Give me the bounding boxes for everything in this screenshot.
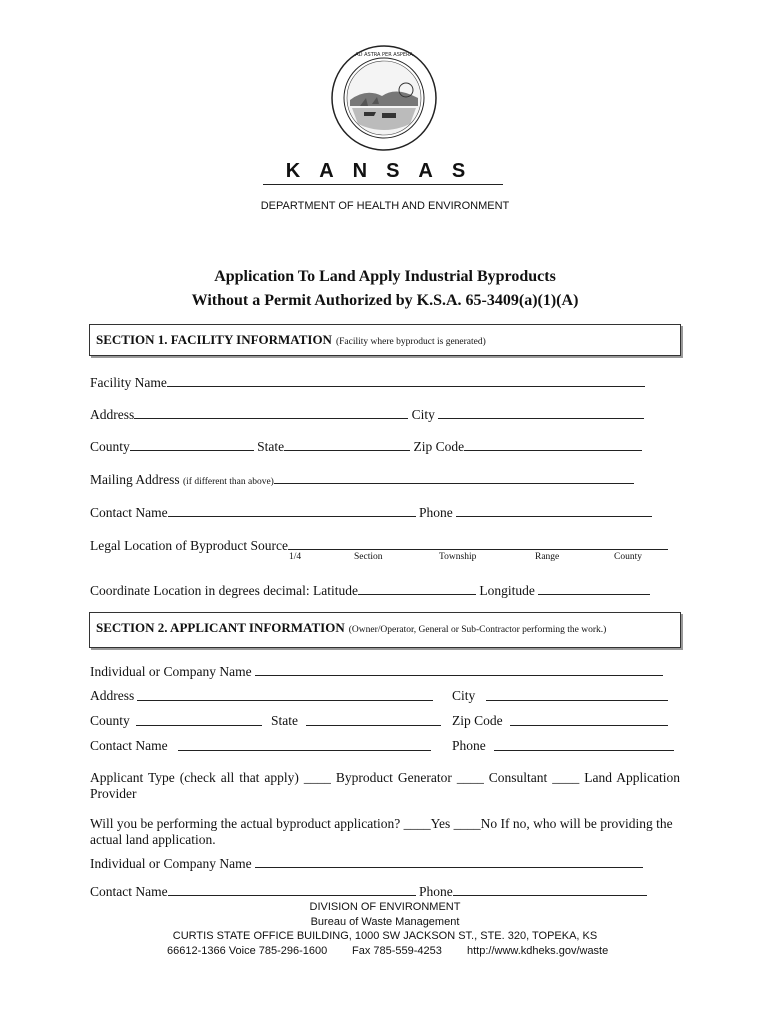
provider-contact-label: Contact Name [90,884,168,899]
kansas-state-seal [330,44,438,152]
latitude-label: Coordinate Location in degrees decimal: Latitude [90,583,359,598]
mailing-address-field[interactable] [90,471,634,488]
provider-phone-input[interactable] [453,883,647,896]
seal-motto: AD ASTRA PER ASPERA [355,52,413,58]
section2-note: (Owner/Operator, General or Sub-Contractor performing the work.) [348,625,607,635]
applicant-name-field[interactable] [90,663,663,680]
facility-phone-input[interactable] [456,504,652,517]
facility-zip-label: Zip Code [413,439,465,454]
applicant-county-input[interactable] [136,713,262,726]
longitude-label: Longitude [479,583,535,598]
legal-col-section: Section [354,552,383,562]
footer-fax: Fax 785-559-4253 [352,945,442,957]
applicant-address-input[interactable] [137,688,433,701]
applicant-city-label: City [452,688,476,703]
facility-name-field[interactable] [90,374,645,391]
footer-address: CURTIS STATE OFFICE BUILDING, 1000 SW JACKSON ST., STE. 320, TOPEKA, KS [172,930,598,942]
footer-website-link[interactable]: http://www.kdheks.gov/waste [467,945,609,957]
legal-col-township: Township [439,552,477,562]
provider-name-label: Individual or Company Name [90,856,252,871]
applicant-phone-input[interactable] [494,738,674,751]
legal-col-county: County [614,552,642,562]
facility-state-input[interactable] [284,438,410,451]
legal-col-quarter: 1/4 [289,552,302,562]
facility-city-input[interactable] [438,406,644,419]
mailing-address-note: (if different than above) [183,477,274,487]
facility-address-field[interactable] [90,406,644,423]
section2-header-box [89,612,681,648]
section1-note: (Facility where byproduct is generated) [335,337,486,347]
applicant-contact-label: Contact Name [90,738,168,753]
facility-city-label: City [411,407,435,422]
applicant-type-question[interactable]: Applicant Type (check all that apply) ____ Byproduct Generator ____ Consultant ____ Land Application Provider [90,770,680,801]
applicant-state-label: State [271,713,298,728]
facility-name-label: Facility Name [90,375,167,390]
facility-county-label: County [90,439,130,454]
footer-division: DIVISION OF ENVIRONMENT [309,901,461,913]
provider-phone-label: Phone [418,884,453,899]
applicant-contact-input[interactable] [178,738,431,751]
section1-title: SECTION 1. FACILITY INFORMATION [96,332,332,347]
coordinate-field[interactable] [90,582,650,599]
form-title-line1: Application To Land Apply Industrial Byproducts [214,268,556,285]
applicant-zip-label: Zip Code [452,713,503,728]
facility-contact-field[interactable] [90,504,652,521]
form-title-line2: Without a Permit Authorized by K.S.A. 65-3409(a)(1)(A) [191,292,579,309]
facility-zip-input[interactable] [464,438,642,451]
applicant-name-label: Individual or Company Name [90,664,252,679]
applicant-state-input[interactable] [306,713,441,726]
performing-application-question[interactable]: Will you be performing the actual byproduct application? ____Yes ____No If no, who will be providing the actual land application. [90,816,673,847]
department-name: DEPARTMENT OF HEALTH AND ENVIRONMENT [260,200,510,212]
facility-contact-label: Contact Name [90,505,168,520]
facility-county-field[interactable] [90,438,642,455]
section1-header-box [89,324,681,356]
applicant-county-label: County [90,713,130,728]
applicant-city-input[interactable] [486,688,668,701]
facility-state-label: State [257,439,285,454]
provider-contact-field[interactable] [90,883,647,900]
legal-location-label: Legal Location of Byproduct Source [90,538,288,553]
applicant-zip-input[interactable] [510,713,668,726]
facility-phone-label: Phone [418,505,453,520]
longitude-input[interactable] [538,582,650,595]
provider-name-field[interactable] [90,855,643,872]
footer-voice: 66612-1366 Voice 785-296-1600 [167,945,328,957]
state-name: KANSAS [285,160,485,182]
applicant-phone-label: Phone [452,738,486,753]
facility-address-label: Address [90,407,135,422]
header-divider [263,184,503,185]
footer-bureau: Bureau of Waste Management [310,916,460,928]
applicant-address-label: Address [90,688,135,703]
latitude-input[interactable] [358,582,476,595]
mailing-address-label: Mailing Address [90,472,180,487]
legal-col-range: Range [535,552,560,562]
section2-title: SECTION 2. APPLICANT INFORMATION [96,620,345,635]
